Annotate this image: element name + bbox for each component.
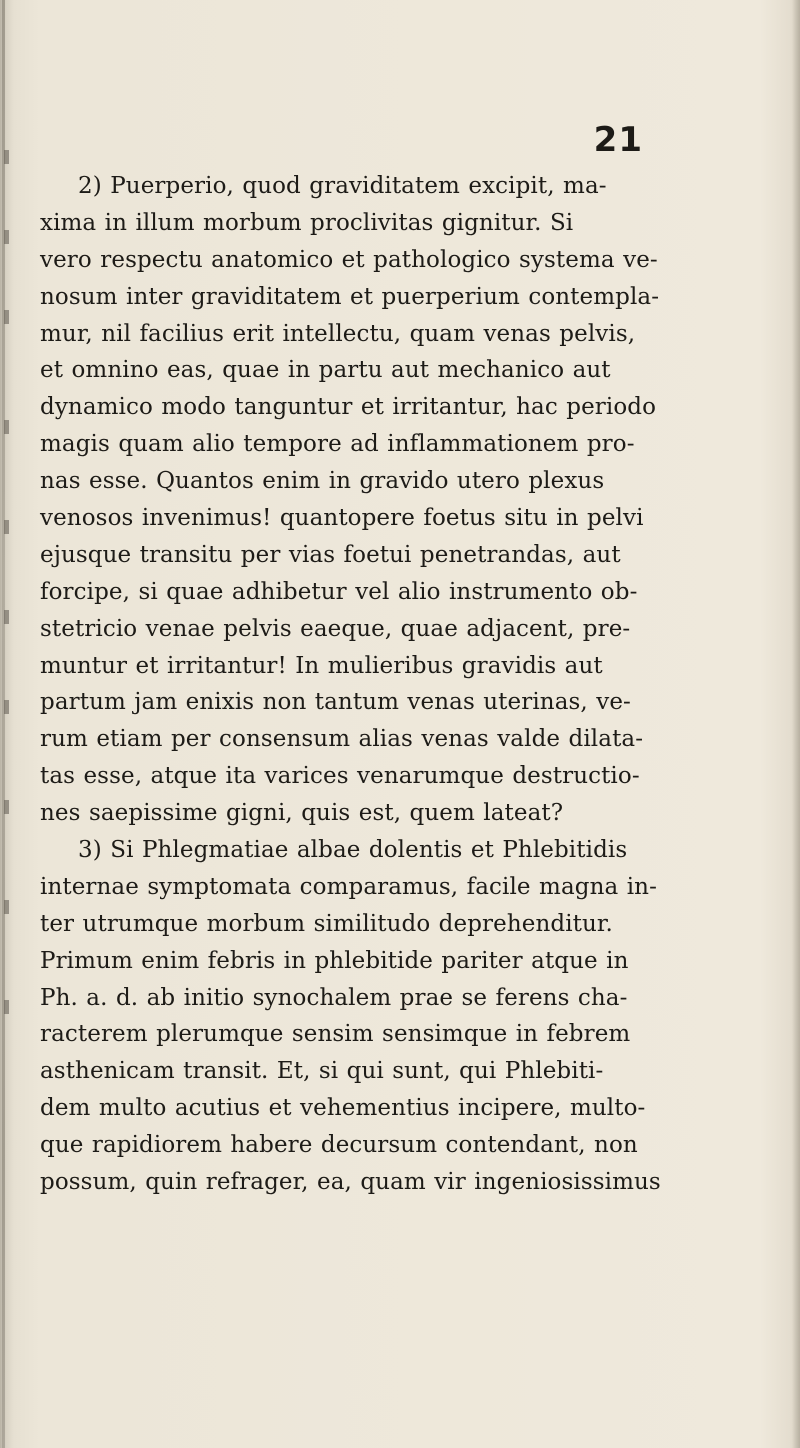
page-number: 21 [593,120,643,160]
paragraph-2 [40,168,720,832]
gutter-mark [4,420,9,434]
gutter-mark [4,800,9,814]
text-line: Ph. a. d. ab initio synochalem prae se ferens cha- [40,984,628,1011]
paragraph-3 [40,832,720,1201]
text-line: ejusque transitu per vias foetui penetrandas, aut [40,541,621,568]
text-line: dynamico modo tanguntur et irritantur, hac periodo [40,394,657,421]
gutter-mark [4,900,9,914]
text-line: magis quam alio tempore ad inflammationem pro- [40,431,635,458]
body-text [40,168,720,1201]
text-line: ter utrumque morbum similitudo deprehenditur. [40,910,613,937]
text-line: muntur et irritantur! In mulieribus gravidis aut [40,652,603,679]
text-line: mur, nil facilius erit intellectu, quam venas pelvis, [40,320,636,347]
text-line: racterem plerumque sensim sensimque in febrem [40,1021,631,1048]
gutter-mark [4,610,9,624]
gutter-mark [4,310,9,324]
text-line: que rapidiorem habere decursum contendant, non [40,1132,638,1159]
gutter-mark [4,700,9,714]
text-line: vero respectu anatomico et pathologico systema ve- [40,246,658,273]
gutter-mark [4,520,9,534]
text-line: partum jam enixis non tantum venas uterinas, ve- [40,689,631,716]
text-line: internae symptomata comparamus, facile magna in- [40,873,657,900]
gutter-mark [4,1000,9,1014]
text-line: 3) Si Phlegmatiae albae dolentis et Phlebitidis [78,837,628,864]
text-line: Primum enim febris in phlebitide pariter atque in [40,947,629,974]
gutter-mark [4,230,9,244]
page-edge-shadow [792,0,800,1448]
text-line: stetricio venae pelvis eaeque, quae adjacent, pre- [40,615,631,642]
text-line: xima in illum morbum proclivitas gignitur. Si [40,209,574,236]
text-line: nosum inter graviditatem et puerperium contempla- [40,283,660,310]
text-line: nas esse. Quantos enim in gravido utero plexus [40,468,605,495]
text-line: nes saepissime gigni, quis est, quem lateat? [40,800,564,827]
binding-marks [0,0,14,1448]
text-line: et omnino eas, quae in partu aut mechanico aut [40,357,611,384]
text-line: forcipe, si quae adhibetur vel alio instrumento ob- [40,578,638,605]
text-line: dem multo acutius et vehementius incipere, multo- [40,1095,646,1122]
text-line: possum, quin refrager, ea, quam vir ingeniosissimus [40,1169,661,1196]
text-line: asthenicam transit. Et, si qui sunt, qui Phlebiti- [40,1058,604,1085]
text-line: rum etiam per consensum alias venas valde dilata- [40,726,644,753]
text-line: tas esse, atque ita varices venarumque destructio- [40,763,640,790]
text-line: venosos invenimus! quantopere foetus situ in pelvi [40,505,644,532]
text-line: 2) Puerperio, quod graviditatem excipit, ma- [78,173,607,199]
